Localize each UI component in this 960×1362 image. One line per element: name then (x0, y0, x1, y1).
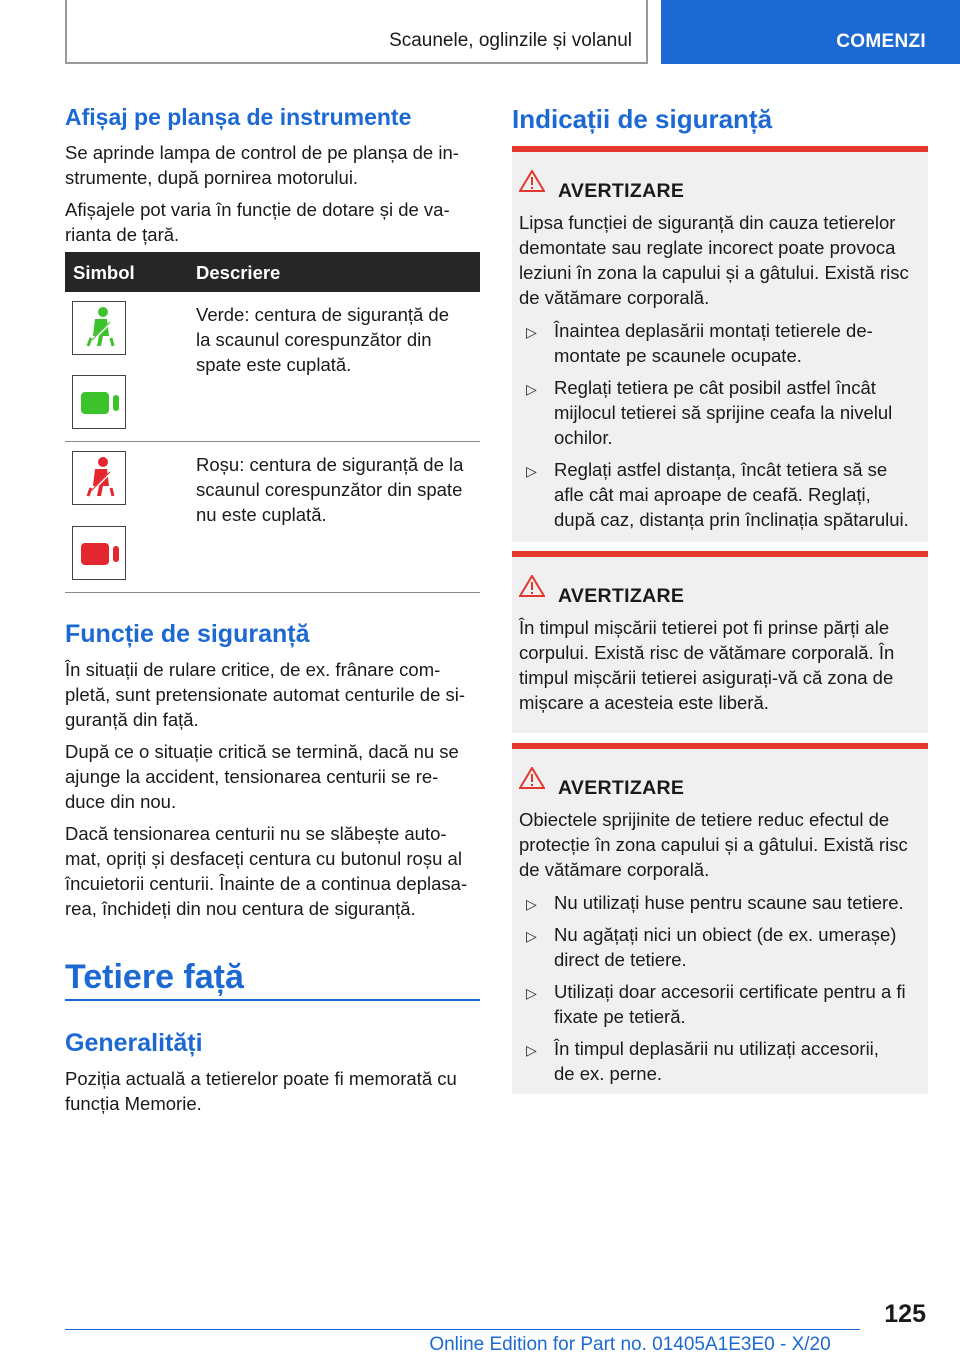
heading-general: Generalități (65, 1029, 203, 1057)
header-section-box (65, 0, 648, 64)
paragraph-line: ajunge la accident, tensionarea centurii se re‐ (65, 766, 439, 787)
warning-box (512, 551, 928, 733)
paragraph-line: guranță din față. (65, 709, 199, 730)
bullet-text-line: În timpul deplasării nu utilizați accesorii, (554, 1038, 879, 1059)
bullet-text-line: Nu utilizați huse pentru scaune sau tetiere. (554, 892, 904, 913)
warning-text-line: mișcare a acesteia este liberă. (519, 692, 769, 713)
warning-text-line: de vătămare corporală. (519, 287, 710, 308)
description-line: Roșu: centura de siguranță de la (196, 454, 464, 475)
warning-text-line: leziuni în zona la capului și a gâtului. Există risc (519, 262, 909, 283)
paragraph-line: Dacă tensionarea centurii nu se slăbește auto‐ (65, 823, 447, 844)
bullet-icon: ▷ (526, 381, 537, 397)
paragraph-line: încuietorii centurii. Înainte de a continua deplasa‐ (65, 873, 468, 894)
heading-safety-function: Funcție de siguranță (65, 620, 310, 648)
paragraph-line: Afișajele pot varia în funcție de dotare și de va‐ (65, 199, 450, 220)
header-chapter-label: COMENZI (836, 31, 926, 52)
paragraph-line: Poziția actuală a tetierelor poate fi memorată cu (65, 1068, 457, 1089)
seatbelt-green-icon (72, 301, 126, 355)
bullet-text-line: montate pe scaunele ocupate. (554, 345, 802, 366)
paragraph-line: rianta de țară. (65, 224, 180, 245)
bullet-text-line: afle cât mai aproape de ceafă. Reglați, (554, 484, 871, 505)
warning-text-line: demontate sau reglate incorect poate provoca (519, 237, 896, 258)
bullet-text-line: după caz, distanța prin înclinația spătarului. (554, 509, 909, 530)
description-line: Verde: centura de siguranță de (196, 304, 450, 325)
bullet-text-line: fixate pe tetieră. (554, 1006, 686, 1027)
seatbelt-red-icon (72, 451, 126, 505)
warning-triangle-icon (519, 170, 545, 197)
warning-text-line: În timpul mișcării tetierei pot fi prinse părți ale (519, 617, 890, 638)
warning-text-line: protecție în zona capului și a gâtului. Există risc (519, 834, 908, 855)
paragraph-line: După ce o situație critică se termină, dacă nu se (65, 741, 459, 762)
bullet-text-line: de ex. perne. (554, 1063, 662, 1084)
bullet-text-line: Utilizați doar accesorii certificate pentru a fi (554, 981, 906, 1002)
bullet-text-line: mijlocul tetierei să sprijine ceafa la nivelul (554, 402, 893, 423)
bullet-icon: ▷ (526, 463, 537, 479)
seat-occupied-red-icon (72, 526, 126, 580)
description-line: la scaunul corespunzător din (196, 329, 432, 350)
footer-rule (65, 1329, 860, 1330)
paragraph-line: duce din nou. (65, 791, 177, 812)
header-section-title: Scaunele, oglinzile și volanul (389, 30, 632, 51)
bullet-text-line: direct de tetiere. (554, 949, 687, 970)
bullet-icon: ▷ (526, 324, 537, 340)
paragraph-line: strumente, după pornirea motorului. (65, 167, 359, 188)
bullet-icon: ▷ (526, 896, 537, 912)
warning-text-line: Lipsa funcției de siguranță din cauza tetierelor (519, 212, 896, 233)
table-row-divider (65, 441, 480, 442)
page-number: 125 (884, 1300, 926, 1328)
bullet-icon: ▷ (526, 928, 537, 944)
heading-front-headrests: Tetiere față (65, 958, 244, 996)
bullet-text-line: Reglați astfel distanța, încât tetiera să se (554, 459, 888, 480)
warning-title: AVERTIZARE (558, 180, 685, 202)
column-header-symbol: Simbol (73, 262, 135, 283)
paragraph-line: Se aprinde lampa de control de pe planșa de in‐ (65, 142, 459, 163)
heading-underline (65, 999, 480, 1001)
header-chapter-tab[interactable] (661, 0, 960, 64)
description-line: spate este cuplată. (196, 354, 352, 375)
warning-text-line: timpul mișcării tetierei asigurați-vă că zona de (519, 667, 894, 688)
warning-title: AVERTIZARE (558, 585, 685, 607)
paragraph-line: pletă, sunt pretensionate automat centurile de si‐ (65, 684, 466, 705)
bullet-text-line: Nu agățați nici un obiect (de ex. umerașe) (554, 924, 897, 945)
heading-instrument-display: Afișaj pe planșa de instrumente (65, 104, 412, 130)
bullet-text-line: Înaintea deplasării montați tetierele de‐ (554, 320, 873, 341)
symbol-table-header (65, 252, 480, 292)
bullet-text-line: Reglați tetiera pe cât posibil astfel încât (554, 377, 876, 398)
paragraph-line: În situații de rulare critice, de ex. frânare com‐ (65, 659, 441, 680)
footer-edition: Online Edition for Part no. 01405A1E3E0 - X/20 (429, 1334, 831, 1355)
paragraph-line: funcția Memorie. (65, 1093, 202, 1114)
warning-text-line: de vătămare corporală. (519, 859, 710, 880)
warning-title: AVERTIZARE (558, 777, 685, 799)
warning-box (512, 743, 928, 1094)
warning-box (512, 146, 928, 542)
bullet-text-line: ochilor. (554, 427, 613, 448)
warning-triangle-icon (519, 767, 545, 794)
description-line: scaunul corespunzător din spate (196, 479, 463, 500)
warning-triangle-icon (519, 575, 545, 602)
bullet-icon: ▷ (526, 985, 537, 1001)
paragraph-line: mat, opriți și desfaceți centura cu butonul roșu al (65, 848, 462, 869)
paragraph-line: rea, închideți din nou centura de siguranță. (65, 898, 416, 919)
warning-text-line: Obiectele sprijinite de tetiere reduc efectul de (519, 809, 890, 830)
seat-occupied-green-icon (72, 375, 126, 429)
warning-text-line: corpului. Există risc de vătămare corporală. În (519, 642, 895, 663)
table-bottom-rule (65, 592, 480, 593)
column-header-description: Descriere (196, 262, 281, 283)
bullet-icon: ▷ (526, 1042, 537, 1058)
description-line: nu este cuplată. (196, 504, 327, 525)
heading-safety-notes: Indicații de siguranță (512, 104, 773, 134)
